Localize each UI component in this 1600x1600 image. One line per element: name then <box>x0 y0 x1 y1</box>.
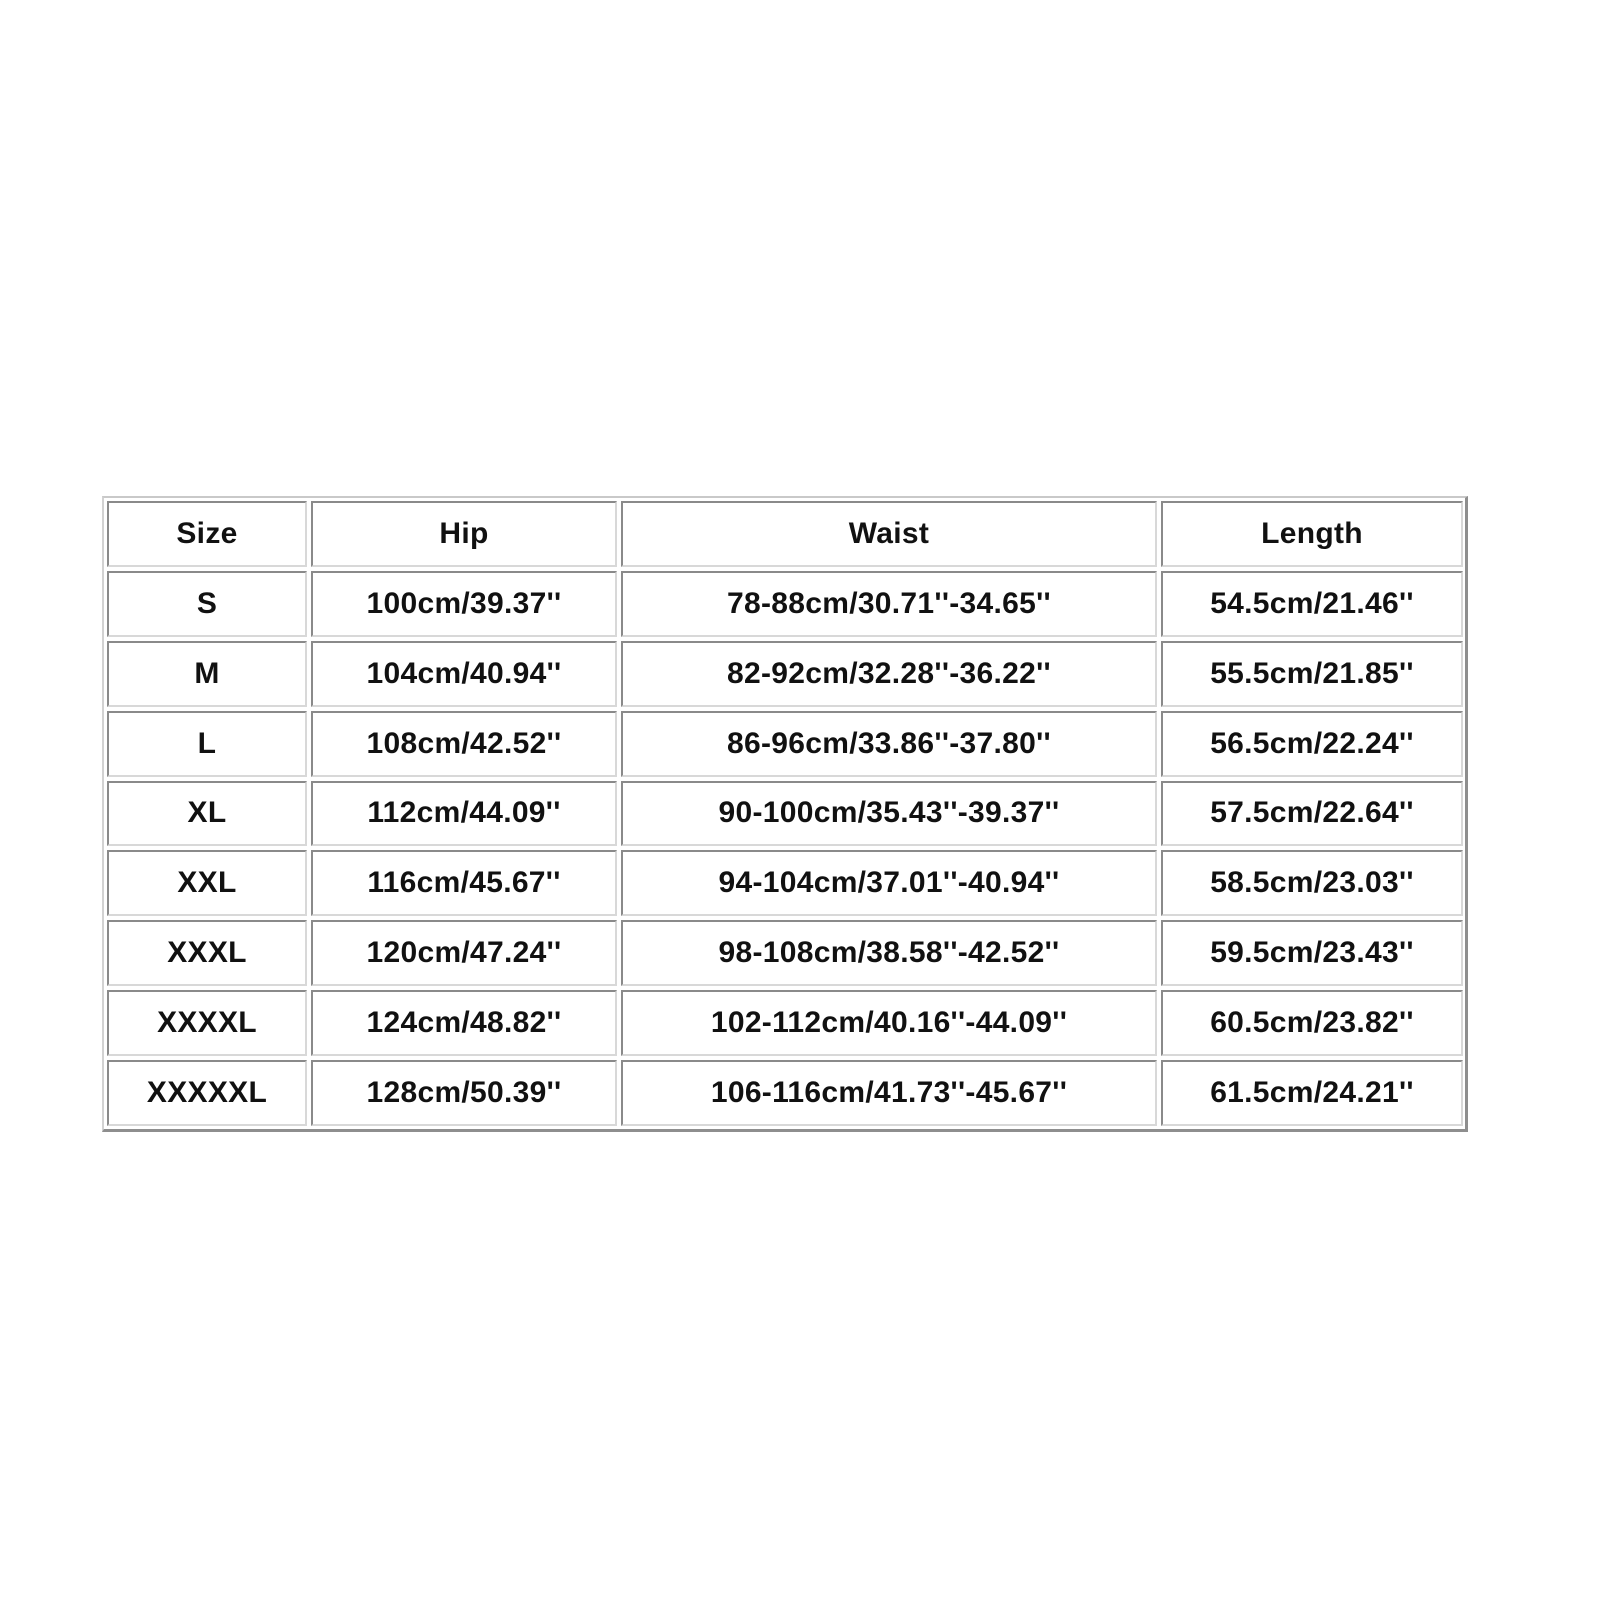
waist-cell: 86-96cm/33.86''-37.80'' <box>621 711 1157 777</box>
hip-cell: 112cm/44.09'' <box>311 781 617 847</box>
header-length: Length <box>1161 501 1463 567</box>
size-cell: XXL <box>107 850 307 916</box>
length-cell: 60.5cm/23.82'' <box>1161 990 1463 1056</box>
size-cell: L <box>107 711 307 777</box>
size-cell: XL <box>107 781 307 847</box>
size-cell: XXXXXL <box>107 1060 307 1126</box>
header-waist: Waist <box>621 501 1157 567</box>
hip-cell: 124cm/48.82'' <box>311 990 617 1056</box>
waist-cell: 90-100cm/35.43''-39.37'' <box>621 781 1157 847</box>
waist-cell: 82-92cm/32.28''-36.22'' <box>621 641 1157 707</box>
waist-cell: 102-112cm/40.16''-44.09'' <box>621 990 1157 1056</box>
length-cell: 58.5cm/23.03'' <box>1161 850 1463 916</box>
length-cell: 61.5cm/24.21'' <box>1161 1060 1463 1126</box>
hip-cell: 116cm/45.67'' <box>311 850 617 916</box>
length-cell: 55.5cm/21.85'' <box>1161 641 1463 707</box>
length-cell: 54.5cm/21.46'' <box>1161 571 1463 637</box>
size-cell: S <box>107 571 307 637</box>
hip-cell: 120cm/47.24'' <box>311 920 617 986</box>
size-chart-table <box>102 496 1468 1132</box>
hip-cell: 108cm/42.52'' <box>311 711 617 777</box>
header-hip: Hip <box>311 501 617 567</box>
waist-cell: 98-108cm/38.58''-42.52'' <box>621 920 1157 986</box>
length-cell: 56.5cm/22.24'' <box>1161 711 1463 777</box>
length-cell: 59.5cm/23.43'' <box>1161 920 1463 986</box>
waist-cell: 106-116cm/41.73''-45.67'' <box>621 1060 1157 1126</box>
size-cell: M <box>107 641 307 707</box>
length-cell: 57.5cm/22.64'' <box>1161 781 1463 847</box>
waist-cell: 78-88cm/30.71''-34.65'' <box>621 571 1157 637</box>
waist-cell: 94-104cm/37.01''-40.94'' <box>621 850 1157 916</box>
hip-cell: 100cm/39.37'' <box>311 571 617 637</box>
hip-cell: 128cm/50.39'' <box>311 1060 617 1126</box>
header-size: Size <box>107 501 307 567</box>
hip-cell: 104cm/40.94'' <box>311 641 617 707</box>
size-cell: XXXL <box>107 920 307 986</box>
size-cell: XXXXL <box>107 990 307 1056</box>
